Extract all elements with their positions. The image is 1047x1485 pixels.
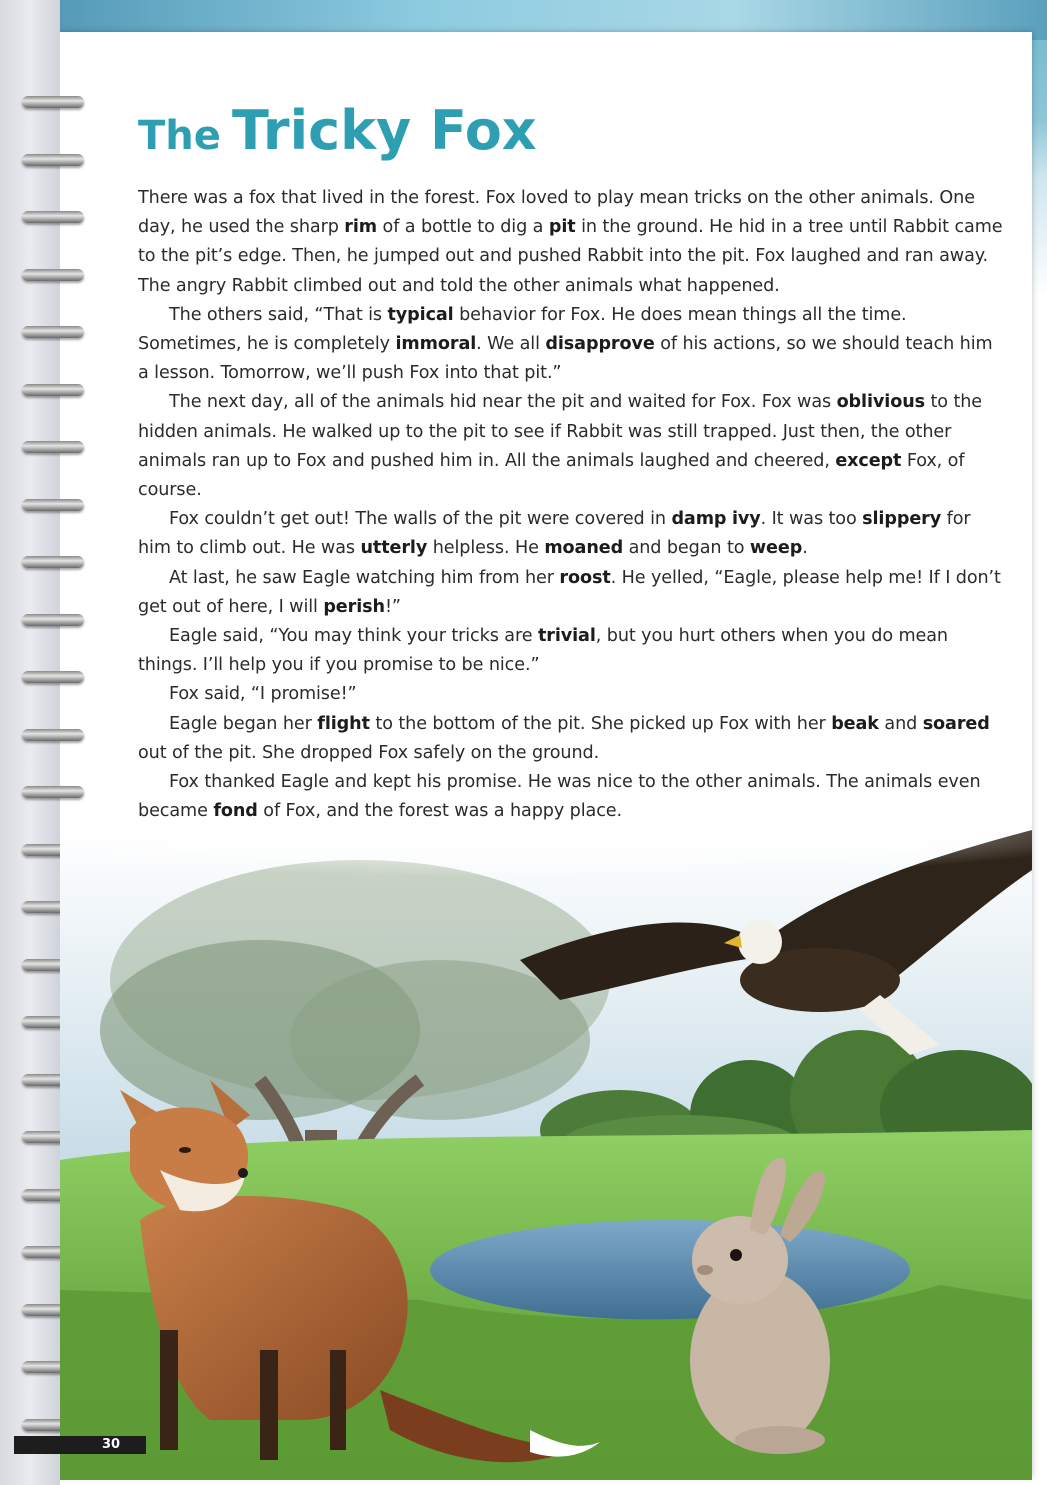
vocab-word: disapprove (545, 334, 655, 355)
text-run: out of the pit. She dropped Fox safely on the ground. (138, 742, 600, 763)
binding-ring (22, 326, 84, 338)
vocab-word: slippery (862, 509, 942, 530)
text-run: Eagle said, “You may think your tricks are (169, 626, 538, 647)
vocab-word: moaned (544, 538, 624, 559)
vocab-word: immoral (395, 334, 477, 355)
binding-ring (22, 786, 84, 798)
forest-illustration (60, 830, 1032, 1480)
story-paragraph (138, 564, 1003, 622)
vocab-word: soared (922, 713, 990, 734)
vocab-word: beak (831, 713, 879, 734)
vocab-word: typical (387, 304, 454, 325)
binding-ring (22, 96, 84, 108)
text-run: of his actions, so we should teach him a lesson. Tomorrow, we’ll push Fox into that pit.” (138, 334, 993, 384)
top-fade (60, 830, 1032, 910)
text-run: to the hidden animals. He walked up to the pit to see if Rabbit was still trapped. Just then, the other animals ran up to Fox and pushed him in. All the animals laughed and cheered, (138, 392, 983, 471)
page-number: 30 (101, 1437, 121, 1452)
vocab-word: except (835, 450, 902, 471)
vocab-word: weep (749, 538, 803, 559)
story-paragraph (138, 184, 1003, 301)
text-run: behavior for Fox. He does mean things all the time. Sometimes, he is completely (138, 304, 907, 355)
text-run: for him to climb out. He was (138, 509, 971, 559)
vocab-word: utterly (360, 538, 428, 559)
text-run: . He yelled, “Eagle, please help me! If I don’t get out of here, I will (138, 567, 1001, 617)
text-run: of a bottle to dig a (377, 217, 549, 238)
binding-ring (22, 154, 84, 166)
vocab-word: flight (317, 713, 370, 734)
binding-ring (22, 614, 84, 626)
text-run: , but you hurt others when you do mean things. I’ll help you if you promise to be nice.” (138, 626, 948, 676)
vocab-word: pit (548, 217, 576, 238)
text-run: and (878, 713, 923, 734)
title-main: Tricky Fox (232, 99, 537, 162)
vocab-word: oblivious (836, 392, 925, 413)
page-number-tab (14, 1436, 146, 1454)
text-run: . It was too (760, 509, 863, 530)
vocab-word: perish (323, 596, 385, 617)
binding-ring (22, 269, 84, 281)
vocab-word: trivial (537, 626, 596, 647)
story-paragraph (138, 301, 1003, 389)
text-run: of Fox, and the forest was a happy place. (257, 801, 622, 822)
binding-ring (22, 384, 84, 396)
text-run: . (802, 538, 808, 559)
text-run: At last, he saw Eagle watching him from her (169, 567, 560, 588)
text-run: helpless. He (427, 538, 545, 559)
text-run: Fox couldn’t get out! The walls of the pit were covered in (169, 509, 672, 530)
binding-ring (22, 671, 84, 683)
story-paragraph (138, 505, 1003, 563)
title-word-the: The (138, 113, 221, 159)
vocab-word: fond (213, 801, 258, 822)
story-title (138, 99, 537, 162)
binding-ring (22, 499, 84, 511)
text-run: The others said, “That is (169, 304, 388, 325)
text-run: Fox, of course. (138, 450, 965, 501)
text-run: !” (384, 596, 401, 617)
binding-ring (22, 556, 84, 568)
text-run: Fox said, “I promise!” (169, 684, 357, 705)
binding-ring (22, 441, 84, 453)
story-paragraph (138, 768, 1003, 826)
text-run: to the bottom of the pit. She picked up Fox with her (369, 713, 832, 734)
text-run: The next day, all of the animals hid near the pit and waited for Fox. Fox was (169, 392, 837, 413)
binding-ring (22, 211, 84, 223)
vocab-word: rim (344, 217, 378, 238)
text-run: Fox thanked Eagle and kept his promise. He was nice to the other animals. The animals even became (138, 772, 981, 822)
vocab-word: damp (671, 509, 727, 530)
story-paragraph (138, 388, 1003, 505)
text-run: There was a fox that lived in the forest. Fox loved to play mean tricks on the other animals. One day, he used the sharp (138, 188, 975, 238)
binding-ring (22, 729, 84, 741)
text-run: Eagle began her (169, 713, 318, 734)
pond (430, 1220, 910, 1320)
vocab-word: roost (559, 567, 611, 588)
text-run: and began to (623, 538, 750, 559)
story-paragraph (138, 710, 1003, 768)
vocab-word: ivy (731, 509, 761, 530)
text-run: in the ground. He hid in a tree until Rabbit came to the pit’s edge. Then, he jumped out and pushed Rabbit into the pit. Fox laughed and ran away. The angry Rabbit climbed out and told the other animals what happened. (138, 217, 1003, 296)
text-run: . We all (476, 334, 546, 355)
story-paragraph (138, 622, 1003, 680)
story-body (138, 184, 1003, 826)
story-paragraph (138, 680, 1003, 709)
